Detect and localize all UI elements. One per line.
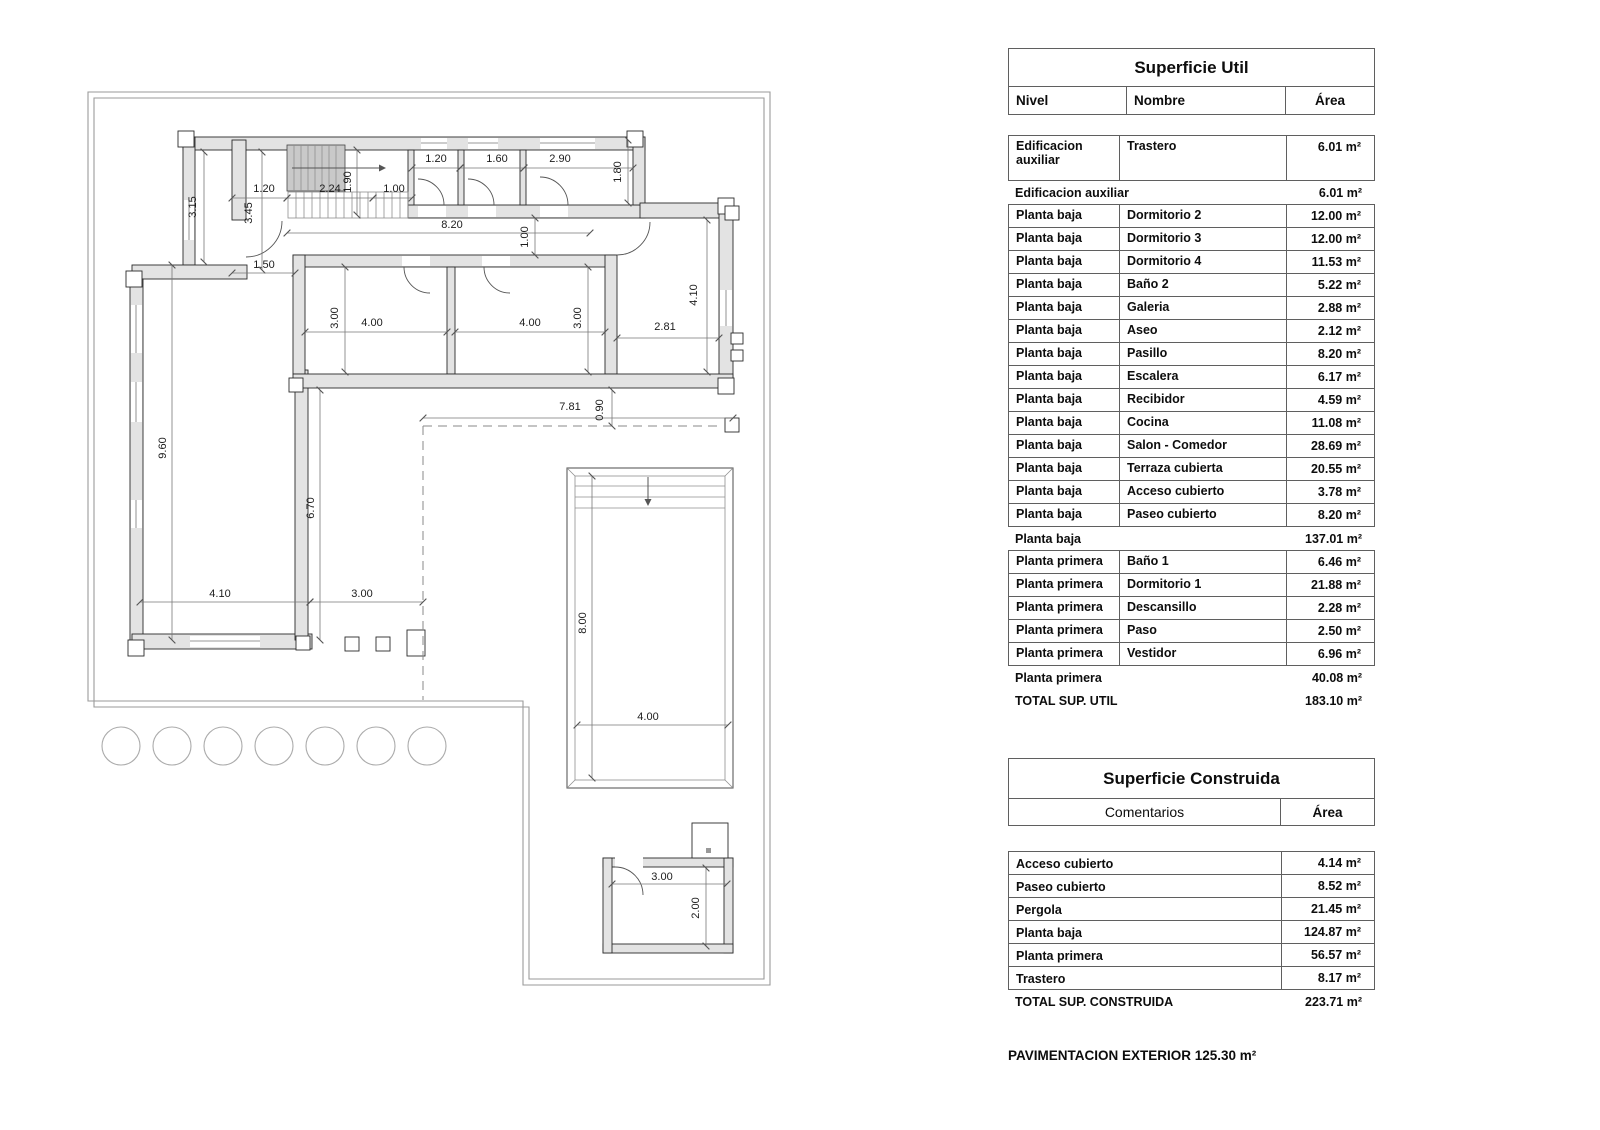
table-row xyxy=(1008,457,1375,481)
cell-name: Planta baja xyxy=(1016,925,1082,940)
cell-level: Planta baja xyxy=(1016,300,1082,314)
dimension-label: 2.00 xyxy=(690,897,702,919)
cell-name: Dormitorio 4 xyxy=(1119,251,1286,273)
dimension-label: 3.15 xyxy=(187,196,199,218)
cell-area: 11.08 m² xyxy=(1286,412,1374,434)
cell-area: 56.57 m² xyxy=(1281,944,1374,966)
cell-area: 40.08 m² xyxy=(1311,670,1362,685)
cell-level: Planta baja xyxy=(1016,369,1082,383)
table-row xyxy=(1008,365,1375,389)
cell-area: 183.10 m² xyxy=(1305,693,1362,708)
cell-level: Planta primera xyxy=(1016,600,1103,614)
table-row xyxy=(1008,897,1375,921)
cell-name: Acceso cubierto xyxy=(1119,481,1286,503)
cell-area: 21.45 m² xyxy=(1281,898,1374,920)
table-row xyxy=(1008,642,1375,666)
dimension-label: 2.81 xyxy=(654,321,676,333)
dimension-label: 8.20 xyxy=(441,219,463,231)
dimension-label: 1.80 xyxy=(612,161,624,183)
cell-area: 5.22 m² xyxy=(1286,274,1374,296)
table-row xyxy=(1008,204,1375,228)
cell-level: Planta baja xyxy=(1016,438,1082,452)
superficie-construida-table xyxy=(1008,758,1375,1013)
dimension-label: 2.90 xyxy=(549,153,571,165)
table-row xyxy=(1008,573,1375,597)
cell-name: Dormitorio 2 xyxy=(1119,205,1286,227)
cell-level: Planta baja xyxy=(1016,484,1082,498)
cell-level: Planta baja xyxy=(1016,323,1082,337)
table-row xyxy=(1008,920,1375,944)
storage-room xyxy=(692,823,728,858)
cell-level: Edificacion auxiliar xyxy=(1016,139,1083,167)
cell-area: 6.17 m² xyxy=(1286,366,1374,388)
cell-level: Planta baja xyxy=(1016,254,1082,268)
cell-level: Planta baja xyxy=(1016,346,1082,360)
cell-name: Cocina xyxy=(1119,412,1286,434)
cell-area: 12.00 m² xyxy=(1286,228,1374,250)
cell-area: 3.78 m² xyxy=(1286,481,1374,503)
column-headers xyxy=(1009,87,1374,114)
cell-name: Baño 2 xyxy=(1119,274,1286,296)
table-row xyxy=(1008,874,1375,898)
table-row xyxy=(1008,550,1375,574)
dimension-label: 3.45 xyxy=(243,202,255,224)
cell-name: Terraza cubierta xyxy=(1119,458,1286,480)
dimension-label: 1.60 xyxy=(486,153,508,165)
column-header-area: Área xyxy=(1280,799,1374,825)
dimension-label: 7.81 xyxy=(559,401,581,413)
table-row xyxy=(1008,966,1375,990)
cell-area: 6.46 m² xyxy=(1286,551,1374,573)
cell-area: 6.96 m² xyxy=(1286,643,1374,665)
table-row xyxy=(1008,596,1375,620)
cell-name: Aseo xyxy=(1119,320,1286,342)
table-row xyxy=(1008,296,1375,320)
cell-area: 8.52 m² xyxy=(1281,875,1374,897)
table-row xyxy=(1008,503,1375,527)
table-title: Superficie Construida xyxy=(1009,759,1374,799)
cell-area: 12.00 m² xyxy=(1286,205,1374,227)
cell-area: 28.69 m² xyxy=(1286,435,1374,457)
table-row xyxy=(1008,227,1375,251)
dimension-label: 6.70 xyxy=(305,497,317,519)
dimension-label: 1.00 xyxy=(519,226,531,248)
cell-name: Baño 1 xyxy=(1119,551,1286,573)
table-row xyxy=(1008,851,1375,875)
dimension-label: 1.20 xyxy=(425,153,447,165)
cell-name: Paseo cubierto xyxy=(1119,504,1286,526)
table-header xyxy=(1008,48,1375,115)
cell-name: Vestidor xyxy=(1119,643,1286,665)
cell-area: 137.01 m² xyxy=(1305,531,1362,546)
cell-name: Salon - Comedor xyxy=(1119,435,1286,457)
cell-level: Planta baja xyxy=(1016,415,1082,429)
subtotal-row xyxy=(1008,181,1375,204)
column-headers xyxy=(1009,799,1374,825)
cell-area: 6.01 m² xyxy=(1318,185,1362,200)
table-header xyxy=(1008,758,1375,826)
cell-area: 2.50 m² xyxy=(1286,620,1374,642)
cell-level: Planta primera xyxy=(1016,646,1103,660)
cell-area: 8.20 m² xyxy=(1286,504,1374,526)
dimension-label: 3.00 xyxy=(651,871,673,883)
cell-name: Planta primera xyxy=(1016,948,1103,963)
table-row xyxy=(1008,619,1375,643)
dimension-label: 8.00 xyxy=(577,612,589,634)
cell-name: Paseo cubierto xyxy=(1016,879,1106,894)
table-row xyxy=(1008,250,1375,274)
subtotal-row xyxy=(1008,666,1375,689)
cell-area: 2.12 m² xyxy=(1286,320,1374,342)
table-row xyxy=(1008,273,1375,297)
table-row xyxy=(1008,388,1375,412)
cell-area: 124.87 m² xyxy=(1281,921,1374,943)
cell-area: 4.59 m² xyxy=(1286,389,1374,411)
table-row xyxy=(1008,480,1375,504)
dimension-label: 4.00 xyxy=(519,317,541,329)
cell-name: Trastero xyxy=(1016,971,1066,986)
dimension-label: 4.10 xyxy=(688,284,700,306)
cell-area: 20.55 m² xyxy=(1286,458,1374,480)
cell-area: 2.28 m² xyxy=(1286,597,1374,619)
total-row xyxy=(1008,689,1375,712)
cell-area: 11.53 m² xyxy=(1286,251,1374,273)
superficie-util-table xyxy=(1008,48,1375,712)
table-rows xyxy=(1008,135,1375,712)
cell-area: 223.71 m² xyxy=(1305,994,1362,1009)
cell-level: Planta baja xyxy=(1016,507,1082,521)
subtotal-row xyxy=(1008,527,1375,550)
table-rows xyxy=(1008,851,1375,1013)
cell-area: 2.88 m² xyxy=(1286,297,1374,319)
dimension-label: 1.90 xyxy=(342,171,354,193)
exterior-paving-note: PAVIMENTACION EXTERIOR 125.30 m² xyxy=(1008,1048,1257,1063)
cell-level: Planta primera xyxy=(1016,554,1103,568)
dimension-label: 3.00 xyxy=(329,307,341,329)
cell-name: Pasillo xyxy=(1119,343,1286,365)
cell-name: Pergola xyxy=(1016,902,1062,917)
cell-level: Planta baja xyxy=(1016,392,1082,406)
table-row xyxy=(1008,943,1375,967)
cell-name: Trastero xyxy=(1119,136,1286,180)
dimension-label: 4.00 xyxy=(637,711,659,723)
dimension-label: 4.10 xyxy=(209,588,231,600)
cell-name: Paso xyxy=(1119,620,1286,642)
cell-label: TOTAL SUP. CONSTRUIDA xyxy=(1015,994,1174,1009)
table-row xyxy=(1008,319,1375,343)
cell-label: Planta baja xyxy=(1015,531,1081,546)
dimension-label: 0.90 xyxy=(594,399,606,421)
cell-level: Planta primera xyxy=(1016,577,1103,591)
cell-label: Planta primera xyxy=(1015,670,1102,685)
table-title: Superficie Util xyxy=(1009,49,1374,87)
trees xyxy=(102,727,446,765)
dimension-label: 3.00 xyxy=(572,307,584,329)
dimension-label: 1.50 xyxy=(253,259,275,271)
dimension-label: 2.24 xyxy=(319,183,341,195)
dimension-label: 9.60 xyxy=(157,437,169,459)
cell-name: Galeria xyxy=(1119,297,1286,319)
cell-level: Planta primera xyxy=(1016,623,1103,637)
cell-name: Escalera xyxy=(1119,366,1286,388)
cell-name: Dormitorio 3 xyxy=(1119,228,1286,250)
dimension-label: 3.00 xyxy=(351,588,373,600)
cell-name: Recibidor xyxy=(1119,389,1286,411)
total-row xyxy=(1008,990,1375,1013)
cell-area: 6.01 m² xyxy=(1286,136,1374,180)
table-row xyxy=(1008,342,1375,366)
cell-level: Planta baja xyxy=(1016,231,1082,245)
dimension-label: 4.00 xyxy=(361,317,383,329)
cell-name: Descansillo xyxy=(1119,597,1286,619)
cell-label: Edificacion auxiliar xyxy=(1015,185,1129,200)
cell-area: 8.20 m² xyxy=(1286,343,1374,365)
column-header-comentarios: Comentarios xyxy=(1104,804,1185,820)
cell-level: Planta baja xyxy=(1016,208,1082,222)
cell-level: Planta baja xyxy=(1016,277,1082,291)
table-row xyxy=(1008,411,1375,435)
table-row xyxy=(1008,434,1375,458)
table-row xyxy=(1008,135,1375,181)
dimension-label: 1.00 xyxy=(383,183,405,195)
cell-area: 8.17 m² xyxy=(1281,967,1374,989)
cell-name: Acceso cubierto xyxy=(1016,856,1114,871)
cell-name: Dormitorio 1 xyxy=(1119,574,1286,596)
cell-level: Planta baja xyxy=(1016,461,1082,475)
column-header-nivel: Nivel xyxy=(1016,93,1049,108)
column-header-nombre: Nombre xyxy=(1126,87,1285,114)
cell-area: 4.14 m² xyxy=(1281,852,1374,874)
dimension-label: 1.20 xyxy=(253,183,275,195)
cell-area: 21.88 m² xyxy=(1286,574,1374,596)
column-header-area: Área xyxy=(1285,87,1374,114)
cell-label: TOTAL SUP. UTIL xyxy=(1015,693,1118,708)
